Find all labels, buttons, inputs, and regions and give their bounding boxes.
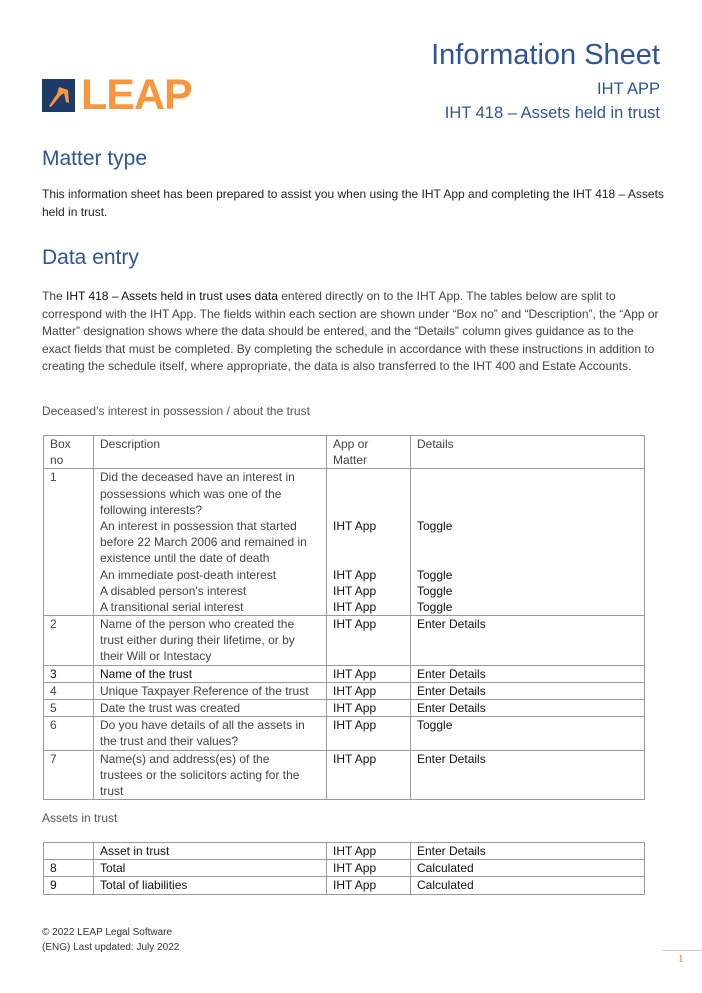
table-row: [44, 717, 645, 750]
app-cell: IHT App: [327, 717, 411, 750]
box-cell: 3: [44, 665, 94, 682]
details-cell: Enter Details: [411, 616, 645, 666]
box-cell: 4: [44, 682, 94, 699]
table-row: [44, 860, 645, 877]
details-cell: Enter Details: [411, 665, 645, 682]
box-cell: 9: [44, 877, 94, 894]
header-details: Details: [411, 436, 645, 469]
box-cell: [44, 843, 94, 860]
header-box: Box no: [44, 436, 94, 469]
box-cell: 6: [44, 717, 94, 750]
details-cell: Toggle: [411, 717, 645, 750]
last-updated-text: (ENG) Last updated: July 2022: [42, 941, 180, 953]
table-row: [44, 700, 645, 717]
logo-text: LEAP: [81, 71, 192, 119]
description-cell: Name of the person who created the trust either during their lifetime, or by their Will or Intestacy: [94, 616, 327, 666]
details-cell: Toggle Toggle Toggle Toggle: [411, 469, 645, 616]
header-description: Description: [94, 436, 327, 469]
details-cell: Enter Details: [411, 843, 645, 860]
body-bold: IHT 418 – Assets held in trust uses data: [66, 289, 278, 303]
app-cell: IHT App: [327, 616, 411, 666]
box-cell: 2: [44, 616, 94, 666]
table2-caption: Assets in trust: [42, 811, 118, 825]
header-app: App or Matter: [327, 436, 411, 469]
description-cell: Name(s) and address(es) of the trustees or the solicitors acting for the trust: [94, 750, 327, 800]
page-number: 1: [678, 953, 684, 965]
description-cell: Date the trust was created: [94, 700, 327, 717]
table-row: [44, 877, 645, 894]
table-row: [44, 682, 645, 699]
interest-table: [43, 435, 645, 800]
data-entry-body: [42, 288, 664, 376]
description-cell: Total of liabilities: [94, 877, 327, 894]
description-cell: Did the deceased have an interest in possessions which was one of the following interests? An interest in possession that started before 22 March 2006 and remained in existence until the date of death An immediate post-death interest A disabled person's interest A transitional serial interest: [94, 469, 327, 616]
page-subtitle-app: IHT APP: [597, 80, 660, 98]
page-subtitle-form: IHT 418 – Assets held in trust: [444, 104, 660, 122]
app-cell: IHT App: [327, 682, 411, 699]
box-cell: 1: [44, 469, 94, 616]
footer: [42, 926, 179, 955]
app-cell: IHT App: [327, 665, 411, 682]
app-cell: IHT App: [327, 843, 411, 860]
app-cell: IHT App IHT App IHT App IHT App: [327, 469, 411, 616]
box-cell: 5: [44, 700, 94, 717]
document-header: [431, 36, 660, 125]
table-row: [44, 843, 645, 860]
details-cell: Enter Details: [411, 682, 645, 699]
details-cell: Enter Details: [411, 750, 645, 800]
details-cell: Calculated: [411, 877, 645, 894]
table-header-row: [44, 436, 645, 469]
app-cell: IHT App: [327, 860, 411, 877]
data-entry-heading: Data entry: [42, 246, 139, 269]
box-cell: 7: [44, 750, 94, 800]
table-row: [44, 665, 645, 682]
table-row: [44, 616, 645, 666]
body-rest: entered directly on to the IHT App. The tables below are split to correspond with the IHT App. The fields within each section are shown under “Box no” and “Description”, the “App or Matter” designation shows where the data should be entered, and the “Details” column gives guidance as to the exact fields that must be completed. By completing the schedule in accordance with these instructions in addition to creating the schedule itself, where appropriate, the data is also transferred to the IHT 400 and Estate Accounts.: [42, 289, 659, 373]
description-cell: Asset in trust: [94, 843, 327, 860]
description-cell: Total: [94, 860, 327, 877]
description-cell: Unique Taxpayer Reference of the trust: [94, 682, 327, 699]
body-prefix: The: [42, 289, 67, 303]
app-cell: IHT App: [327, 877, 411, 894]
details-cell: Enter Details: [411, 700, 645, 717]
details-cell: Calculated: [411, 860, 645, 877]
description-cell: Do you have details of all the assets in the trust and their values?: [94, 717, 327, 750]
box-cell: 8: [44, 860, 94, 877]
table-row: [44, 469, 645, 616]
page-number-divider: [662, 950, 702, 951]
description-cell: Name of the trust: [94, 665, 327, 682]
leap-logo: [42, 71, 192, 119]
matter-type-body: This information sheet has been prepared to assist you when using the IHT App and completing the IHT 418 – Assets held in trust.: [42, 187, 664, 219]
copyright-text: © 2022 LEAP Legal Software: [42, 927, 173, 938]
table1-caption: Deceased’s interest in possession / about the trust: [42, 404, 310, 418]
leap-figure-icon: [42, 79, 75, 112]
app-cell: IHT App: [327, 700, 411, 717]
page-title: Information Sheet: [431, 39, 660, 71]
app-cell: IHT App: [327, 750, 411, 800]
table-row: [44, 750, 645, 800]
matter-type-heading: Matter type: [42, 147, 148, 170]
assets-table: [43, 842, 645, 895]
